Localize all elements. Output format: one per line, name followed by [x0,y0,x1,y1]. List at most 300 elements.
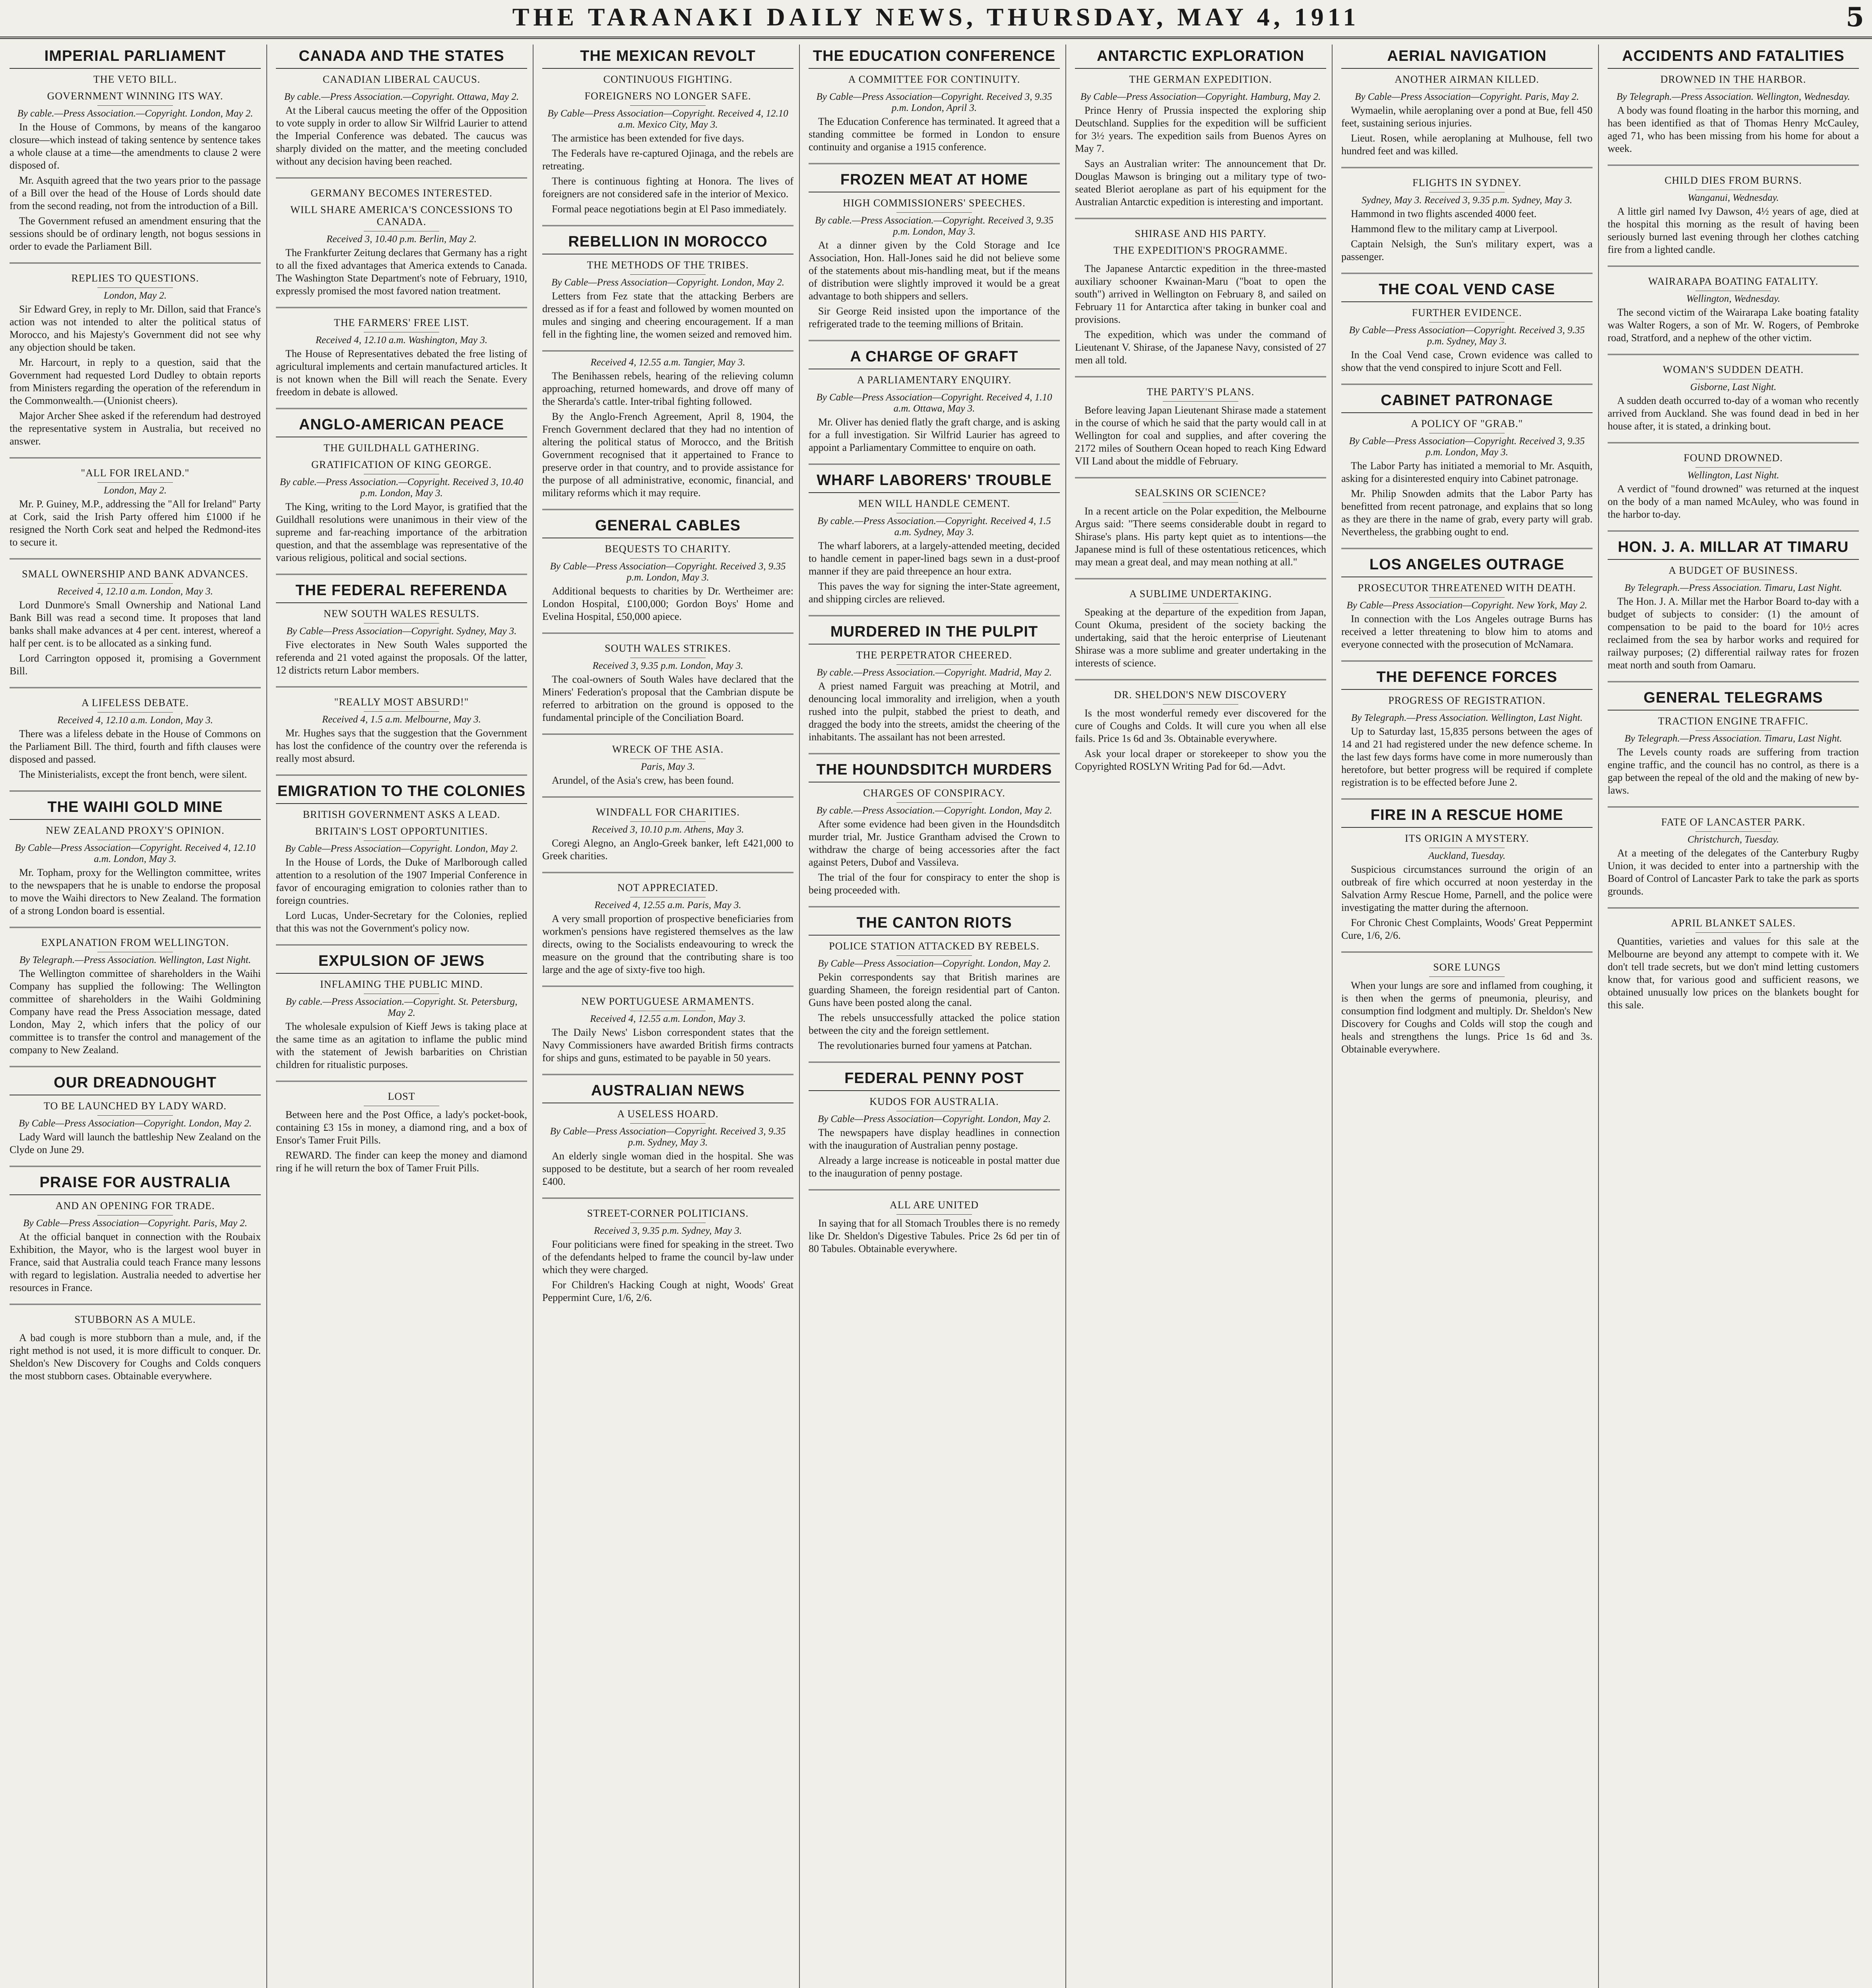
divider [1163,502,1238,503]
article-subheading: HIGH COMMISSIONERS' SPEECHES. [843,197,1026,209]
article-dateline: By cable.—Press Association.—Copyright. St. Petersburg, May 2. [285,996,518,1018]
article-subheading: MEN WILL HANDLE CEMENT. [858,498,1011,509]
article-subheading: THE METHODS OF THE TRIBES. [587,259,749,271]
article-paragraph: At a meeting of the delegates of the Canterbury Rugby Union, it was decided to enter into a partnership with the Board of Control of Lancaster Park to take the park as sports grounds. [1608,847,1859,897]
article-dateline: By Cable—Press Association—Copyright. Sydney, May 3. [286,626,517,637]
article [542,48,793,215]
article-headline: CABINET PATRONAGE [1341,392,1593,413]
divider [97,105,173,106]
divider [1429,597,1505,598]
article-paragraph: Says an Australian writer: The announcement that Dr. Douglas Mawson is bringing out a military type of two-seated Bleriot aeroplane as part of his equipment for the Australian Antarctic expedition is interesting and important. [1075,158,1326,208]
article [809,753,1060,897]
article-paragraph: A little girl named Ivy Dawson, 4½ years of age, died at the hospital this morning as the result of having been seriously burned last evening through her clothes catching fire from a lighted candle. [1608,206,1859,255]
article [1075,376,1326,468]
article-headline: WHARF LABORERS' TROUBLE [809,472,1060,493]
article-paragraph: For Children's Hacking Cough at night, Woods' Great Peppermint Cure, 1/6, 2/6. [542,1279,793,1303]
article-subheading: POLICE STATION ATTACKED BY REBELS. [829,940,1040,952]
article-dateline: By Cable—Press Association—Copyright. Received 4, 1.10 a.m. Ottawa, May 3. [816,392,1052,414]
article [542,225,793,341]
article-paragraph: The Hon. J. A. Millar met the Harbor Board to-day with a budget of subjects to consider: (1) the amount of compensation to be paid to the board for 10½ acres reclaimed from the sea by harbor works and required for railway purposes; (2) differential railway rates for frozen meat north and south from Oamaru. [1608,596,1859,671]
article-subheading: APRIL BLANKET SALES. [1671,917,1796,929]
article [10,1304,261,1382]
article-headline: THE WAIHI GOLD MINE [10,799,261,820]
article-paragraph: Mr. Hughes says that the suggestion that the Government has lost the confidence of the country over the referenda is really most absurd. [276,727,527,764]
article-subheading: STUBBORN AS A MULE. [74,1314,196,1325]
article-paragraph: The rebels unsuccessfully attacked the police station between the city and the foreign settlement. [809,1012,1060,1036]
article-paragraph: The newspapers have display headlines in connection with the inauguration of Australian penny postage. [809,1127,1060,1151]
article-subheading: DR. SHELDON'S NEW DISCOVERY [1114,689,1287,701]
article-headline: THE EDUCATION CONFERENCE [809,48,1060,69]
article-paragraph: A sudden death occurred to-day of a woman who recently arrived from Auckland. She was found dead in bed in her house after, it is stated, a drinking bout. [1608,395,1859,432]
article-paragraph: Mr. Topham, proxy for the Wellington committee, writes to the newspapers that he is unable to endorse the proposal to move the Waihi directors to New Zealand. The formation of a strong London board is essential. [10,867,261,916]
article-dateline: By cable.—Press Association.—Copyright. London, May 2. [816,805,1052,816]
article-headline: EXPULSION OF JEWS [276,953,527,974]
article-subheading: BEQUESTS TO CHARITY. [605,543,731,555]
article-subheading: FATE OF LANCASTER PARK. [1661,816,1806,828]
article-dateline: By Cable—Press Association—Copyright. New York, May 2. [1346,600,1587,611]
article-subheading: STREET-CORNER POLITICIANS. [587,1208,749,1219]
article-subheading: "REALLY MOST ABSURD!" [334,696,469,708]
article-headline: THE DEFENCE FORCES [1341,669,1593,690]
article [809,464,1060,606]
article-paragraph: Arundel, of the Asia's crew, has been found. [552,775,734,786]
article-paragraph: The Labor Party has initiated a memorial to Mr. Asquith, asking for a disinterested enquiry into Cabinet patronage. [1341,460,1593,484]
article-subheading: SMALL OWNERSHIP AND BANK ADVANCES. [22,568,248,580]
article-paragraph: At the Liberal caucus meeting the offer of the Opposition to vote supply in order to allow Sir Wilfrid Laurier to attend the Imperial Conference was debated. The caucus was sharply divided on the matter, and the meeting concluded without any decision having been reached. [276,105,527,167]
article-paragraph: Speaking at the departure of the expedition from Japan, Count Okuma, president of the society backing the undertaking, said that the heroic enterprise of Lieutenant Shirase was a more sublime and greater undertaking in the interests of science. [1075,606,1326,669]
article-subheading: SHIRASE AND HIS PARTY. [1135,228,1267,239]
article-subheading: NEW SOUTH WALES RESULTS. [324,608,479,619]
article-paragraph: Lord Carrington opposed it, promising a Government Bill. [10,652,261,677]
divider [630,274,706,275]
article-dateline: Received 4, 12.55 a.m. London, May 3. [590,1013,746,1024]
article-headline: ANGLO-AMERICAN PEACE [276,416,527,437]
article-paragraph: The House of Representatives debated the free listing of agricultural implements and certain manufactured articles. It is not known when the Bill will reach the Senate. Every freedom in debate is allowed. [276,348,527,398]
article-dateline: Sydney, May 3. Received 3, 9.35 p.m. Sydney, May 3. [1362,195,1572,206]
divider [896,802,972,803]
article-paragraph: This paves the way for signing the inter-State agreement, and shipping circles are relieved. [809,580,1060,605]
article-dateline: Received 3, 10.10 p.m. Athens, May 3. [592,824,744,835]
article-paragraph: The Ministerialists, except the front bench, were silent. [19,769,247,780]
article-dateline: By Telegraph.—Press Association. Timaru, Last Night. [1624,582,1842,593]
article-headline: FROZEN MEAT AT HOME [809,171,1060,192]
article-paragraph: The King, writing to the Lord Mayor, is gratified that the Guildhall resolutions were unanimous in their view of the supreme and far-reaching importance of the arbitration question, and that the assemblage was representative of the various religious, political and social sections. [276,501,527,563]
article-headline: REBELLION IN MOROCCO [542,233,793,254]
article-paragraph: Up to Saturday last, 15,835 persons between the ages of 14 and 21 had registered under the new defence scheme. In the last few days forms have come in more numerously than heretofore, but better progress will be required if complete registration is to be effected before June 2. [1341,726,1593,788]
divider [97,1115,173,1116]
article [10,48,261,253]
article [276,177,527,297]
article-dateline: Received 3, 10.40 p.m. Berlin, May 2. [326,234,477,245]
article [1608,165,1859,256]
article [10,1066,261,1156]
article-paragraph: At a dinner given by the Cold Storage and Ice Association, Hon. Hall-Jones said he did not believe some of the statements about mis-handling meat, but if the means of distribution were slightly improved it would be a great advantage to both shippers and sellers. [809,239,1060,302]
article-dateline: By cable.—Press Association.—Copyright. Ottawa, May 2. [284,91,519,102]
article-dateline: By cable.—Press Association.—Copyright. London, May 2. [17,108,253,119]
article-paragraph: Lord Lucas, Under-Secretary for the Colonies, replied that this was not the Government's policy now. [276,910,527,934]
article [276,408,527,564]
article-subheading: LOST [388,1091,415,1102]
article [10,687,261,781]
divider [1695,932,1771,933]
article-paragraph: The Levels county roads are suffering from traction engine traffic, and the council has no control, as there is a gap between the repeal of the old and the making of new by-laws. [1608,746,1859,796]
divider [1163,603,1238,604]
article-paragraph: When your lungs are sore and inflamed from coughing, it is then when the germs of pneumonia, pleurisy, and consumption find lodgment and multiply. Dr. Sheldon's New Discovery for Coughs and Colds will stop the cough and heals and strengthens the lungs. Price 1s 6d and 3s. Obtainable everywhere. [1341,980,1593,1055]
article-dateline: By Cable—Press Association—Copyright. London, May 2. [18,1118,252,1129]
article [542,509,793,623]
article-dateline: By Telegraph.—Press Association. Wellington, Wednesday. [1616,91,1850,102]
article-paragraph: The wharf laborers, at a largely-attended meeting, decided to handle cement in paper-lined bags sewn in a dust-proof manner if they are paid threepence an hour extra. [809,540,1060,577]
article-paragraph: The wholesale expulsion of Kieff Jews is taking place at the same time as an agitation to inflame the public mind with the statement of Jewish barbarities on Christian children for ritualistic purposes. [276,1021,527,1070]
article-headline: LOS ANGELES OUTRAGE [1341,556,1593,577]
article-paragraph: There is continuous fighting at Honora. The lives of foreigners are not considered safe in the interior of Mexico. [542,175,793,200]
divider [630,558,706,559]
article-dateline: By Cable—Press Association—Copyright. Paris, May 2. [23,1218,247,1229]
divider [896,212,972,213]
article [809,1062,1060,1180]
article-paragraph: Quantities, varieties and values for this sale at the Melbourne are beyond any attempt to compete with it. We don't tell trade secrets, but we don't mind letting customers know that, for various good and sufficient reasons, we obtained unusually low prices on the blankets bought for this sale. [1608,936,1859,1011]
article-paragraph: Hammond flew to the military camp at Liverpool. [1351,223,1558,235]
article-paragraph: Hammond in two flights ascended 4000 feet. [1351,208,1537,219]
article-subheading: TRACTION ENGINE TRAFFIC. [1658,715,1809,727]
article [809,340,1060,454]
divider [97,482,173,483]
article-headline: ACCIDENTS AND FATALITIES [1608,48,1859,69]
article [10,1166,261,1294]
article-subheading: PROGRESS OF REGISTRATION. [1388,695,1546,706]
article-subheading: THE GERMAN EXPEDITION. [1129,74,1272,85]
article [1341,167,1593,263]
article-paragraph: Mr. P. Guiney, M.P., addressing the "All for Ireland" Party at Cork, said the Irish Party offered him £1000 if he resigned the North Cork seat and helped the Redmond-ites to secure it. [10,498,261,548]
article-dateline: Received 4, 12.10 a.m. Washington, May 3. [315,335,488,346]
divider [1695,831,1771,832]
article-subheading: A PARLIAMENTARY ENQUIRY. [857,374,1012,386]
article-headline: MURDERED IN THE PULPIT [809,623,1060,645]
article [276,944,527,1071]
article-paragraph: Before leaving Japan Lieutenant Shirase made a statement in the course of which he said that the party would call in at Wellington for coal and supplies, and after covering the 2172 miles of Southern Ocean hoped to reach King Edward VII Land about the middle of February. [1075,404,1326,467]
article-subheading: NEW PORTUGUESE ARMAMENTS. [581,996,755,1007]
article-dateline: By Cable—Press Association—Copyright. Received 4, 12.10 a.m. Mexico City, May 3. [547,108,788,130]
article-subheading: NOT APPRECIATED. [617,882,718,893]
article-subheading-2: GRATIFICATION OF KING GEORGE. [311,459,492,470]
article-dateline: Wellington, Wednesday. [1686,293,1781,304]
article [809,1189,1060,1255]
article [10,790,261,917]
article-paragraph: Lady Ward will launch the battleship New Zealand on the Clyde on June 29. [10,1131,261,1155]
article-dateline: By Cable—Press Association—Copyright. Received 3, 9.35 p.m. Sydney, May 3. [1349,325,1585,347]
divider [364,711,439,712]
divider [1695,730,1771,731]
divider [97,583,173,584]
article-paragraph: A body was found floating in the harbor this morning, and has been identified as that of Thomas Henry McCauley, aged 71, who has been missing from his home for about a week. [1608,105,1859,154]
article-headline: CANADA AND THE STATES [276,48,527,69]
article-subheading: BRITISH GOVERNMENT ASKS A LEAD. [303,809,500,820]
article-subheading-2: GOVERNMENT WINNING ITS WAY. [47,90,223,102]
article-subheading: THE FARMERS' FREE LIST. [334,317,469,328]
article-paragraph: Additional bequests to charities by Dr. Wertheimer are: London Hospital, £100,000; Gordon Boys' Home and Evelina Hospital, £50,000 apiece. [542,585,793,622]
article-subheading: SEALSKINS OR SCIENCE? [1135,487,1267,499]
article-paragraph: An elderly single woman died in the hospital. She was supposed to be destitute, but a search of her room revealed £400. [542,1150,793,1187]
article-subheading: SOUTH WALES STRIKES. [605,643,731,654]
article-dateline: By Cable—Press Association—Copyright. London, May 2. [817,1114,1051,1124]
column-5 [1069,45,1333,1988]
column-2 [270,45,533,1988]
article-paragraph: The Japanese Antarctic expedition in the three-masted auxiliary schooner Kwainan-Maru ("boat to open the south") arrived in Wellington on February 8, and sailed on February 11 for Antarctica after taking in bunker coal and provisions. [1075,263,1326,325]
article-subheading: AND AN OPENING FOR TRADE. [55,1200,215,1211]
article-subheading: GERMANY BECOMES INTERESTED. [310,187,493,199]
article-paragraph: The coal-owners of South Wales have declared that the Miners' Federation's proposal that the Cambrian dispute be referred to arbitration on the ground is opposed to the fundamental principle of the Conciliation Board. [542,674,793,723]
article-paragraph: In connection with the Los Angeles outrage Burns has received a letter threatening to blow him to atoms and everyone connected with the prosecution of McNamara. [1341,613,1593,650]
article-paragraph: The Daily News' Lisbon correspondent states that the Navy Commissioners have awarded British firms contracts for ships and guns, estimated to be payable in 50 years. [542,1027,793,1064]
article-subheading-2: FOREIGNERS NO LONGER SAFE. [584,90,751,102]
article-paragraph: Wymaelin, while aeroplaning over a pond at Bue, fell 450 feet, sustaining serious injuries. [1341,105,1593,129]
article-paragraph: REWARD. The finder can keep the money and diamond ring if he will return the box of Tamer Fruit Pills. [276,1149,527,1174]
article [1341,951,1593,1056]
article [1608,806,1859,898]
article-subheading: WAIRARAPA BOATING FATALITY. [1648,276,1819,287]
article-dateline: Received 3, 9.35 p.m. Sydney, May 3. [594,1225,742,1236]
article-dateline: By Cable—Press Association—Copyright. Received 3, 9.35 p.m. London, May 3. [550,561,786,583]
article-paragraph: Already a large increase is noticeable in postal matter due to the inauguration of penny postage. [809,1155,1060,1179]
article-subheading: THE GUILDHALL GATHERING. [323,442,480,454]
article-subheading: A USELESS HOARD. [617,1108,719,1120]
article-paragraph: A bad cough is more stubborn than a mule, and, if the right method is not used, it is more difficult to conquer. Dr. Sheldon's New Discovery for Coughs and Colds conquers the most stubborn cases. Obtainable everywhere. [10,1332,261,1382]
article-subheading: "ALL FOR IRELAND." [81,467,190,479]
article-headline: AERIAL NAVIGATION [1341,48,1593,69]
article-paragraph: A very small proportion of prospective beneficiaries from workmen's pensions have registered themselves as the law directs, owing to the Socialists endeavouring to wreck the measure on the ground that the contributing share is too large and the age of sixty-five too high. [542,913,793,975]
article-paragraph: The Frankfurter Zeitung declares that Germany has a right to all the fixed advantages that America extends to Canada. The Washington State Department's note of February, 1910, expressly promised the most favored nation treatment. [276,247,527,297]
article [1608,442,1859,521]
article-dateline: Wanganui, Wednesday. [1688,192,1779,203]
article-dateline: By cable.—Press Association.—Copyright. Received 4, 1.5 a.m. Sydney, May 3. [817,516,1051,538]
article-headline: AUSTRALIAN NEWS [542,1082,793,1103]
article-subheading: THE PERPETRATOR CHEERED. [856,649,1013,661]
article-paragraph: Five electorates in New South Wales supported the referenda and 21 voted against the proposals. Of the latter, 12 districts return Labor members. [276,639,527,676]
article [1075,218,1326,367]
article-paragraph: Mr. Oliver has denied flatly the graft charge, and is asking for a full investigation. Sir Wilfrid Laurier has agreed to appoint a Parliamentary Committee to enquire on oath. [809,416,1060,453]
article-paragraph: Is the most wonderful remedy ever discovered for the cure of Coughs and Colds. It will cure you when all else fails. Price 1s 6d and 3s. Obtainable everywhere. [1075,707,1326,744]
article-dateline: By Cable—Press Association—Copyright. London, May 2. [285,843,518,854]
article-headline: GENERAL TELEGRAMS [1608,689,1859,711]
article-dateline: Wellington, Last Night. [1687,470,1779,481]
article [542,1074,793,1188]
article-subheading: NEW ZEALAND PROXY'S OPINION. [46,825,225,836]
article-subheading: WOMAN'S SUDDEN DEATH. [1662,364,1804,375]
article-dateline: By Cable—Press Association—Copyright. London, May 2. [817,958,1051,969]
column-7 [1602,45,1864,1988]
article-paragraph: The trial of the four for conspiracy to enter the shop is being proceeded with. [809,872,1060,896]
article-headline: OUR DREADNOUGHT [10,1074,261,1095]
article-paragraph: Formal peace negotiations begin at El Paso immediately. [552,203,787,215]
article-dateline: Received 3, 9.35 p.m. London, May 3. [592,660,743,671]
column-1 [4,45,267,1988]
column-3 [537,45,800,1988]
article [542,1198,793,1304]
article-subheading-2: BRITAIN'S LOST OPPORTUNITIES. [315,825,488,837]
columns [4,45,1868,1988]
article-subheading: ANOTHER AIRMAN KILLED. [1395,74,1539,85]
divider [97,287,173,288]
article-headline: THE MEXICAN REVOLT [542,48,793,69]
article-subheading: CONTINUOUS FIGHTING. [603,74,733,85]
article [1341,798,1593,942]
article-paragraph: Coregi Alegno, an Anglo-Greek banker, left £421,000 to Greek charities. [542,837,793,862]
article [542,986,793,1064]
article [1341,660,1593,789]
article-dateline: By cable.—Press Association.—Copyright. Madrid, May 2. [817,667,1052,678]
article-dateline: By Cable—Press Association—Copyright. Hamburg, May 2. [1080,91,1321,102]
article-dateline: Received 4, 12.55 a.m. Tangier, May 3. [590,357,745,368]
article-subheading: KUDOS FOR AUSTRALIA. [869,1096,999,1107]
article-subheading: CHILD DIES FROM BURNS. [1664,175,1802,186]
article-dateline: Received 4, 12.10 a.m. London, May 3. [57,586,213,597]
divider [630,105,706,106]
article [276,1081,527,1175]
article-paragraph: The revolutionaries burned four yamens at Patchan. [818,1040,1032,1051]
article-paragraph: Lieut. Rosen, while aeroplaning at Mulhouse, fell two hundred feet and was killed. [1341,132,1593,157]
article-paragraph: Sir Edward Grey, in reply to Mr. Dillon, said that France's action was not intended to alter the political status of Morocco, and his Majesty's Government did not see why any objection should be taken. [10,303,261,353]
newspaper-title: THE TARANAKI DAILY NEWS, THURSDAY, MAY 4, 1911 [512,3,1360,31]
article-subheading-2: THE EXPEDITION'S PROGRAMME. [1113,245,1288,256]
article-subheading: DROWNED IN THE HARBOR. [1660,74,1806,85]
article-headline: FIRE IN A RESCUE HOME [1341,807,1593,828]
article-paragraph: Prince Henry of Prussia inspected the exploring ship Deutschland. Supplies for the expedition will be sufficient for 3½ years. The expedition sails from Buenos Ayres on May 7. [1075,105,1326,154]
article-subheading: A COMMITTEE FOR CONTINUITY. [848,74,1020,85]
article-headline: A CHARGE OF GRAFT [809,348,1060,369]
article [10,262,261,448]
article-dateline: Paris, May 3. [640,761,695,772]
article [1608,48,1859,155]
article-dateline: By Cable—Press Association—Copyright. Received 3, 9.35 p.m. Sydney, May 3. [550,1126,786,1148]
article [809,48,1060,153]
article-headline: FEDERAL PENNY POST [809,1070,1060,1091]
article-dateline: By Telegraph.—Press Association. Wellington, Last Night. [1351,712,1583,723]
article-paragraph: Sir George Reid insisted upon the importance of the refrigerated trade to the teeming millions of Britain. [809,305,1060,330]
article-paragraph: The second victim of the Wairarapa Lake boating fatality was Walter Rogers, a son of Mr. W. Rogers, of Pembroke road, Stratford, and a nephew of the other victim. [1608,307,1859,344]
article-paragraph: At the official banquet in connection with the Roubaix Exhibition, the Mayor, who is the largest wool buyer in France, said that Australia could teach France many lessons with regard to legislation. Australia needed to advertise her resources in France. [10,1231,261,1293]
divider [630,821,706,822]
article [809,163,1060,330]
article-dateline: By Cable—Press Association—Copyright. Received 3, 9.35 p.m. London, May 3. [1349,436,1585,458]
article-headline: ANTARCTIC EXPLORATION [1075,48,1326,69]
article-dateline: Received 4, 12.55 a.m. Paris, May 3. [594,900,741,911]
article-paragraph: Pekin correspondents say that British marines are guarding Shameen, the foreign residential part of Canton. Guns have been posted along the canal. [809,971,1060,1008]
article-paragraph: The Benihassen rebels, hearing of the relieving column approaching, returned homewards, and drove off many of the Sherarda's cattle. Inter-tribal fighting followed. [542,370,793,407]
article-paragraph: Lord Dunmore's Small Ownership and National Land Bank Bill was read a second time. It proposes that land banks shall make advances at 4 per cent. interest, whereof a half per cent. is to be allocated as a sinking fund. [10,599,261,649]
article-dateline: Gisborne, Last Night. [1690,382,1777,392]
article-subheading: TO BE LAUNCHED BY LADY WARD. [44,1100,227,1112]
article-headline: IMPERIAL PARLIAMENT [10,48,261,69]
article [1075,578,1326,670]
article-subheading: FURTHER EVIDENCE. [1412,307,1522,318]
article [276,574,527,677]
article [542,796,793,862]
divider [896,664,972,665]
article-dateline: By Telegraph.—Press Association. Wellington, Last Night. [19,955,251,965]
article-subheading: A SUBLIME UNDERTAKING. [1129,588,1272,600]
article-paragraph: There was a lifeless debate in the House of Commons on the Parliament Bill. The third, fourth and fifth clauses were disposed and passed. [10,728,261,765]
article-subheading-2: WILL SHARE AMERICA'S CONCESSIONS TO CANADA. [290,204,513,227]
article-dateline: By cable.—Press Association.—Copyright. Received 3, 9.35 p.m. London, May 3. [815,215,1053,237]
article-subheading: ALL ARE UNITED [890,1199,979,1211]
article-headline: HON. J. A. MILLAR AT TIMARU [1608,539,1859,560]
article-dateline: By cable.—Press Association.—Copyright. Received 3, 10.40 p.m. London, May 3. [279,477,524,499]
article-paragraph: A priest named Farguit was preaching at Motril, and denouncing local immorality and irreligion, when a youth rushed into the pulpit, stabbed the priest to death, and dragged the body into the streets, amidst the cheering of the inhabitants. The assailant has not been arrested. [809,680,1060,743]
article [1075,679,1326,773]
article-paragraph: Between here and the Post Office, a lady's pocket-book, containing £3 15s in money, a diamond ring, and a box of Ensor's Tamer Fruit Pills. [276,1109,527,1146]
divider [630,1123,706,1124]
article-paragraph: The Federals have re-captured Ojinaga, and the rebels are retreating. [542,148,793,172]
article [1075,48,1326,208]
article-paragraph: The armistice has been extended for five days. [552,132,744,144]
article [1341,384,1593,538]
article-headline: PRAISE FOR AUSTRALIA [10,1174,261,1195]
article [1341,548,1593,651]
article [542,633,793,724]
article-headline: GENERAL CABLES [542,517,793,538]
article-subheading: A POLICY OF "GRAB." [1411,418,1523,429]
article-subheading: ITS ORIGIN A MYSTERY. [1404,833,1529,844]
article-subheading: WINDFALL FOR CHARITIES. [596,806,740,818]
page-number: 5 [1846,2,1864,33]
column-4 [803,45,1066,1988]
article-paragraph: In a recent article on the Polar expedition, the Melbourne Argus said: "There seems considerable doubt in regard to Shirase's plans. His party kept quiet as to intentions—the Japanese mind is full of these ostentatious reticences, which may mean a great deal, and may mean nothing at all." [1075,505,1326,568]
article [542,350,793,499]
divider [1163,704,1238,705]
article-subheading: A BUDGET OF BUSINESS. [1668,565,1798,576]
divider [1695,467,1771,468]
article-paragraph: The expedition, which was under the command of Lieutenant V. Shirase, of the Japanese Navy, consisted of 27 men all told. [1075,329,1326,366]
divider [1163,401,1238,402]
article-paragraph: By the Anglo-French Agreement, April 8, 1904, the French Government declared that they had no intention of altering the political status of Morocco, and the British Government recognised that it appertained to France to preserve order in that country, and to provide assistance for the purpose of all administrative, economic, financial, and military reforms which it may require. [542,411,793,499]
article [1608,530,1859,672]
article-paragraph: Suspicious circumstances surround the origin of an outbreak of fire which occurred at noon yesterday in the Salvation Army Rescue Home, Parnell, and the police were investigating the matter during the afternoon. [1341,864,1593,913]
article-paragraph: The Government refused an amendment ensuring that the sessions should be of ordinary length, not bogus sessions in order to evade the Parliament Bill. [10,215,261,252]
article-paragraph: The Wellington committee of shareholders in the Waihi Company has supplied the following: The Wellington committee of shareholders in the Waihi Goldmining Company have read the Press Association message, dated London, May 2, which infers that the policy of our committee is to transfer the control and management of the company to New Zealand. [10,968,261,1056]
column-6 [1336,45,1599,1988]
article-paragraph: After some evidence had been given in the Houndsditch murder trial, Mr. Justice Grantham advised the Crown to withdraw the charge of being accessories after the fact against Peters, Dubof and Vassileva. [809,818,1060,868]
article-dateline: By Cable—Press Association—Copyright. Received 4, 12.10 a.m. London, May 3. [15,843,256,864]
article [1341,273,1593,374]
article-subheading: A LIFELESS DEBATE. [81,697,189,709]
article-headline: THE COAL VEND CASE [1341,281,1593,302]
article-headline: EMIGRATION TO THE COLONIES [276,783,527,804]
article-subheading: THE VETO BILL. [93,74,177,85]
article-dateline: London, May 2. [103,485,167,496]
article-paragraph: Major Archer Shee asked if the referendum had destroyed the representative system in Australia, but received no answer. [10,410,261,447]
article [10,558,261,678]
masthead [0,0,1872,39]
article-paragraph: The Education Conference has terminated. It agreed that a standing committee be formed in London to ensure continuity and organise a 1915 conference. [809,116,1060,153]
article-dateline: Received 4, 1.5 a.m. Melbourne, May 3. [322,714,481,725]
article-subheading: INFLAMING THE PUBLIC MIND. [320,978,483,990]
article [809,906,1060,1052]
article-dateline: Christchurch, Tuesday. [1687,834,1779,845]
article-paragraph: In the Coal Vend case, Crown evidence was called to show that the vend conspired to injure Scott and Fell. [1341,349,1593,373]
article-subheading: EXPLANATION FROM WELLINGTON. [41,937,229,948]
article-paragraph: In the House of Lords, the Duke of Marlborough called attention to a resolution of the 1907 Imperial Conference in favor of encouraging emigration to colonies rather than to foreign countries. [276,856,527,906]
article [276,48,527,168]
article [1608,907,1859,1011]
article-paragraph: Ask your local draper or storekeeper to show you the Copyrighted ROSLYN Writing Pad for 6d.—Advt. [1075,748,1326,772]
article-subheading: CANADIAN LIBERAL CAUCUS. [322,74,481,85]
article-dateline: By Telegraph.—Press Association. Timaru, Last Night. [1624,733,1842,744]
divider [896,1214,972,1215]
article-subheading: REPLIES TO QUESTIONS. [71,272,199,284]
article-headline: THE FEDERAL REFERENDA [276,582,527,603]
article-dateline: By Cable—Press Association—Copyright. Received 3, 9.35 p.m. London, April 3. [816,91,1052,113]
article-paragraph: For Chronic Chest Complaints, Woods' Great Peppermint Cure, 1/6, 2/6. [1341,917,1593,941]
